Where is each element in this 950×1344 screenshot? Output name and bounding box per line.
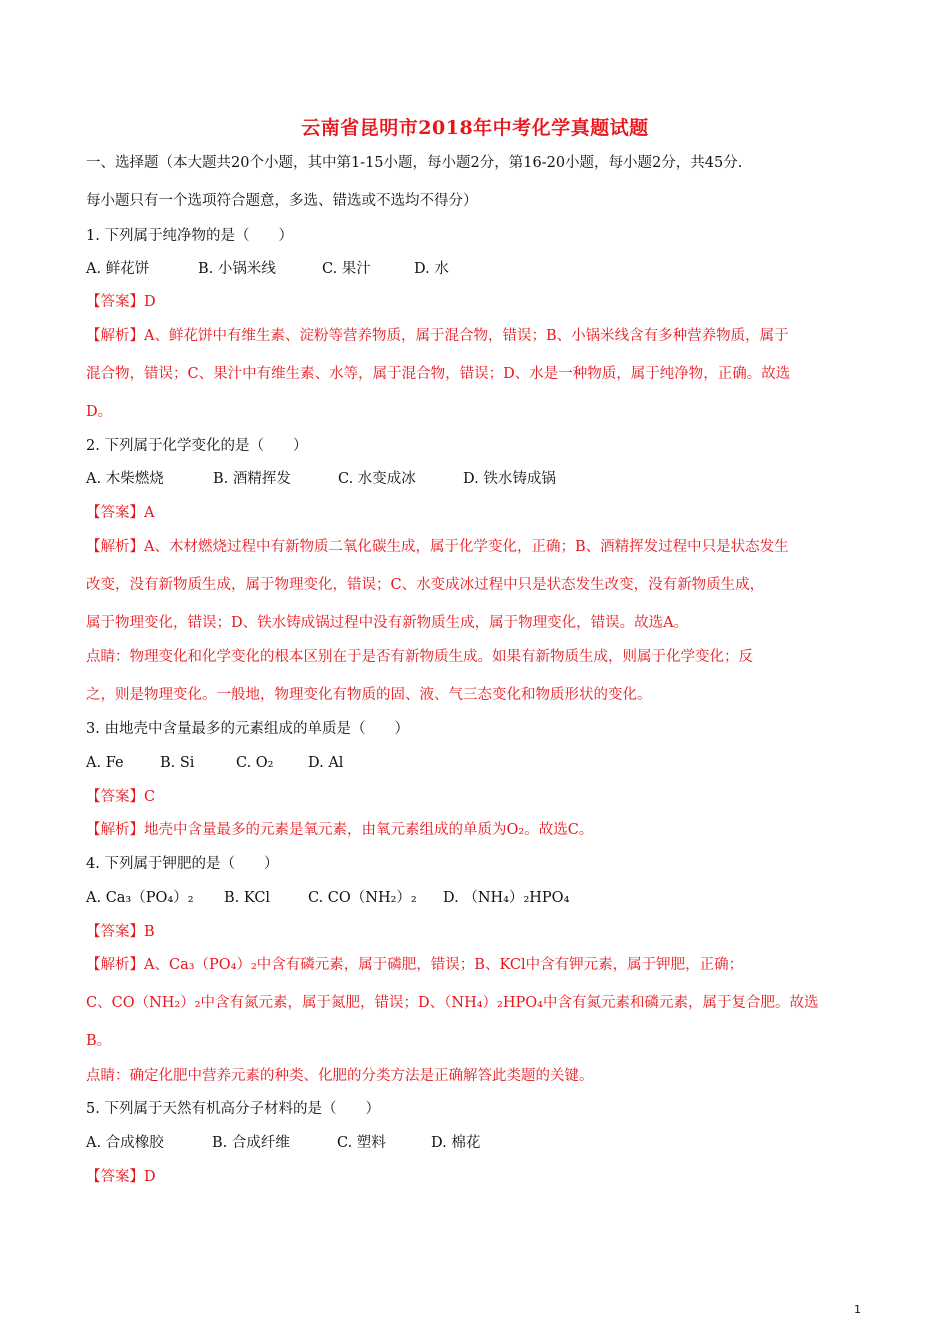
- question-3-option-d: D. Al: [308, 755, 344, 771]
- question-1-options: [86, 259, 449, 279]
- question-2-stem: 2. 下列属于化学变化的是（ ）: [86, 438, 308, 454]
- question-4-options: [86, 888, 569, 908]
- question-4-stem: 4. 下列属于钾肥的是（ ）: [86, 856, 279, 872]
- question-2-options: [86, 469, 556, 489]
- question-5-stem: 5. 下列属于天然有机高分子材料的是（ ）: [86, 1101, 380, 1117]
- question-4-option-a: A. Ca₃（PO₄）₂: [86, 890, 194, 906]
- question-3-options: [86, 753, 343, 773]
- question-1-option-a: A. 鲜花饼: [86, 261, 150, 277]
- question-1-option-c: C. 果汁: [322, 261, 371, 277]
- question-3-stem: 3. 由地壳中含量最多的元素组成的单质是（ ）: [86, 721, 409, 737]
- question-2-option-a: A. 木柴燃烧: [86, 471, 164, 487]
- question-3-answer: 【答案】C: [86, 789, 156, 805]
- question-1-analysis-line-2: 混合物，错误；C、果汁中有维生素、水等，属于混合物，错误；D、水是一种物质，属于纯净物，正确。故选: [86, 366, 791, 382]
- question-5-option-d: D. 棉花: [431, 1135, 481, 1151]
- question-5-option-a: A. 合成橡胶: [86, 1135, 164, 1151]
- question-1-analysis-line-3: D。: [86, 404, 113, 420]
- question-2-option-c: C. 水变成冰: [338, 471, 416, 487]
- question-2-analysis-line-2: 改变，没有新物质生成，属于物理变化，错误；C、水变成冰过程中只是状态发生改变，没有新物质生成，: [86, 577, 765, 593]
- section-instructions-line-1: 一、选择题（本大题共20个小题，其中第1-15小题，每小题2分，第16-20小题，每小题2分，共45分.: [86, 155, 743, 171]
- question-2-analysis-line-3: 属于物理变化，错误；D、铁水铸成锅过程中没有新物质生成，属于物理变化，错误。故选A。: [86, 615, 689, 631]
- question-5-options: [86, 1133, 480, 1153]
- section-instructions-line-2: 每小题只有一个选项符合题意，多选、错选或不选均不得分）: [86, 193, 478, 209]
- question-1-answer: 【答案】D: [86, 294, 156, 310]
- question-2-answer: 【答案】A: [86, 505, 155, 521]
- question-3-option-b: B. Si: [160, 755, 195, 771]
- question-1-option-d: D. 水: [414, 261, 449, 277]
- question-5-option-c: C. 塑料: [337, 1135, 386, 1151]
- document-title: 云南省昆明市2018年中考化学真题试题: [301, 117, 649, 139]
- question-2-tip-line-1: 点睛：物理变化和化学变化的根本区别在于是否有新物质生成。如果有新物质生成，则属于化学变化；反: [86, 649, 753, 665]
- question-2-analysis-line-1: 【解析】A、木材燃烧过程中有新物质二氧化碳生成，属于化学变化，正确；B、酒精挥发过程中只是状态发生: [86, 539, 789, 555]
- question-4-analysis-line-1: 【解析】A、Ca₃（PO₄）₂中含有磷元素，属于磷肥，错误；B、KCl中含有钾元素，属于钾肥，正确；: [86, 957, 744, 973]
- question-1-option-b: B. 小锅米线: [198, 261, 276, 277]
- question-1-analysis-line-1: 【解析】A、鲜花饼中有维生素、淀粉等营养物质，属于混合物，错误；B、小锅米线含有多种营养物质，属于: [86, 328, 789, 344]
- question-4-option-d: D. （NH₄）₂HPO₄: [443, 890, 570, 906]
- question-5-answer: 【答案】D: [86, 1169, 156, 1185]
- question-2-option-d: D. 铁水铸成锅: [463, 471, 556, 487]
- question-3-option-c: C. O₂: [236, 755, 274, 771]
- question-4-tip-line-1: 点睛：确定化肥中营养元素的种类、化肥的分类方法是正确解答此类题的关键。: [86, 1068, 594, 1084]
- question-4-answer: 【答案】B: [86, 924, 155, 940]
- page-number: 1: [854, 1303, 861, 1316]
- question-4-analysis-line-3: B。: [86, 1033, 112, 1049]
- question-2-option-b: B. 酒精挥发: [213, 471, 291, 487]
- question-3-option-a: A. Fe: [86, 755, 124, 771]
- question-4-analysis-line-2: C、CO（NH₂）₂中含有氮元素，属于氮肥，错误；D、（NH₄）₂HPO₄中含有氮元素和磷元素，属于复合肥。故选: [86, 995, 819, 1011]
- question-3-analysis-line-1: 【解析】地壳中含量最多的元素是氧元素，由氧元素组成的单质为O₂。故选C。: [86, 822, 594, 838]
- question-1-stem: 1. 下列属于纯净物的是（ ）: [86, 228, 293, 244]
- question-4-option-c: C. CO（NH₂）₂: [308, 890, 417, 906]
- question-5-option-b: B. 合成纤维: [212, 1135, 290, 1151]
- question-4-option-b: B. KCl: [224, 890, 271, 906]
- question-2-tip-line-2: 之，则是物理变化。一般地，物理变化有物质的固、液、气三态变化和物质形状的变化。: [86, 687, 652, 703]
